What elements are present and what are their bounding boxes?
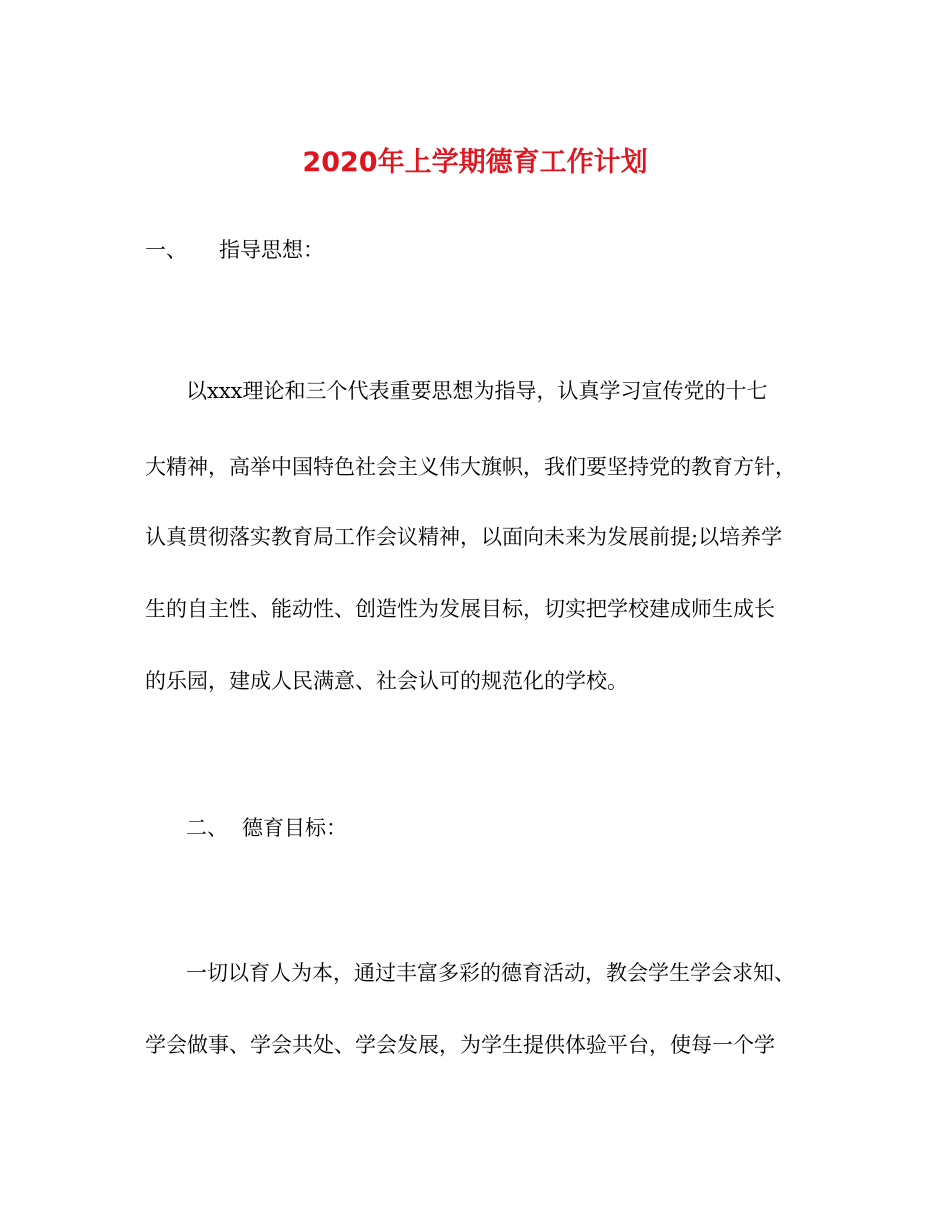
document-title: 2020年上学期德育工作计划 (302, 147, 648, 178)
paragraph-line: 大精神，高举中国特色社会主义伟大旗帜，我们要坚持党的教育方针， (145, 455, 796, 479)
paragraph-line: 的乐园，建成人民满意、社会认可的规范化的学校。 (145, 669, 628, 693)
section-title: 指导思想： (219, 238, 324, 262)
section-number: 二、 (186, 816, 228, 840)
section-heading-1 (145, 235, 324, 265)
paragraph-line: 一切以育人为本，通过丰富多彩的德育活动，教会学生学会求知、 (186, 961, 795, 985)
section-heading-2 (186, 813, 347, 843)
paragraph-line: 生的自主性、能动性、创造性为发展目标，切实把学校建成师生成长 (145, 597, 775, 621)
paragraph-line: 以xxx理论和三个代表重要思想为指导，认真学习宣传党的十七 (186, 379, 768, 403)
section-number: 一、 (145, 238, 187, 262)
paragraph-line: 学会做事、学会共处、学会发展，为学生提供体验平台，使每一个学 (145, 1033, 775, 1057)
paragraph-line: 认真贯彻落实教育局工作会议精神，以面向未来为发展前提;以培养学 (145, 525, 783, 549)
section-title: 德育目标： (242, 816, 347, 840)
